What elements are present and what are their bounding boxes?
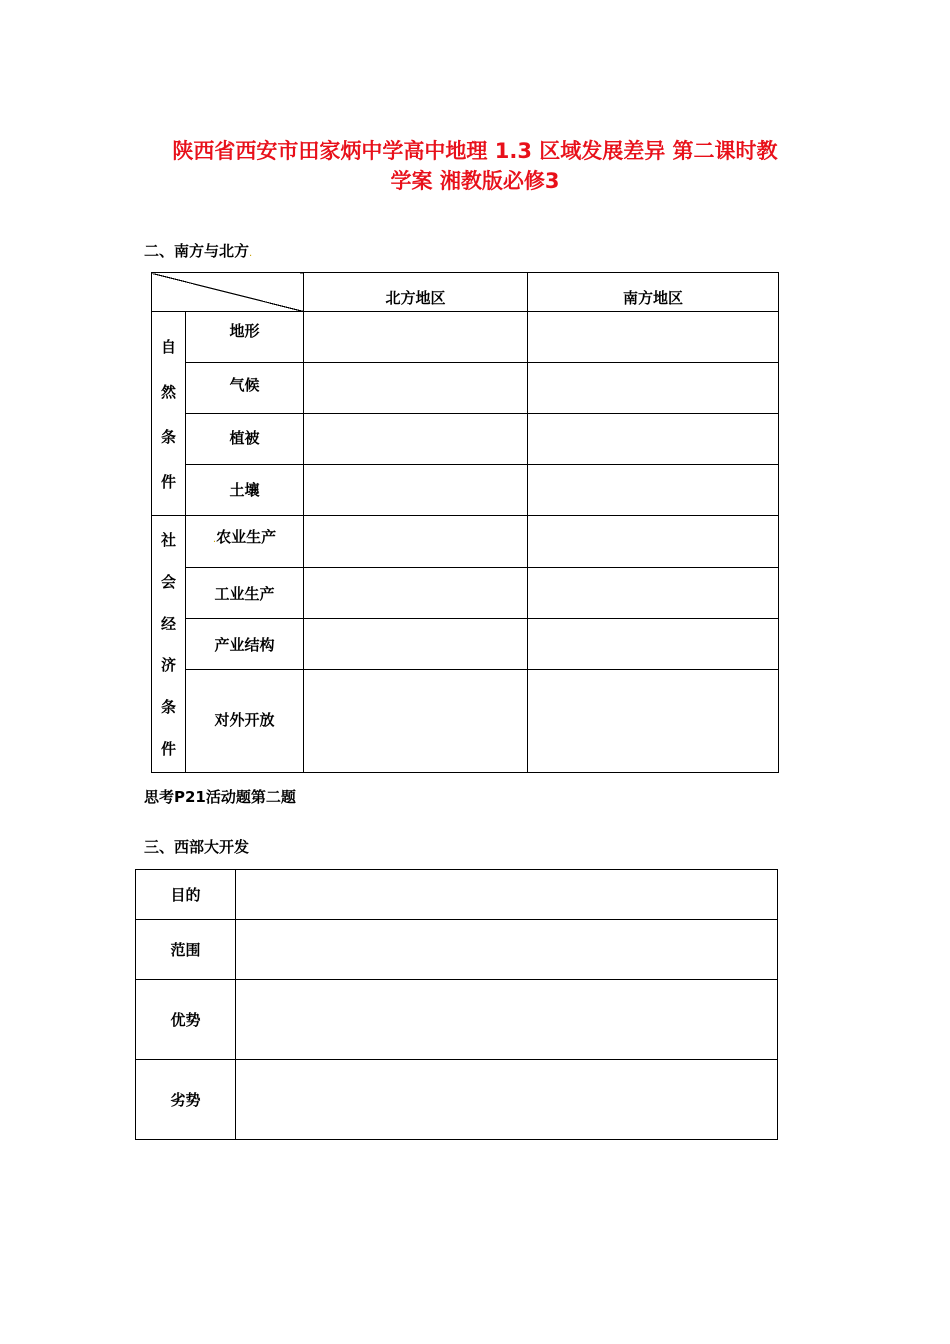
group-char: 自 xyxy=(160,337,176,356)
row-label: 劣势 xyxy=(136,1060,236,1140)
row-label-text: 农业生产 xyxy=(216,528,277,546)
group-char: 济 xyxy=(160,656,176,675)
answer-cell[interactable] xyxy=(304,363,528,414)
row-label: 气候 xyxy=(186,363,304,414)
answer-cell[interactable] xyxy=(304,312,528,363)
row-label: 地形 xyxy=(186,312,304,363)
group-char: 会 xyxy=(160,572,176,591)
western-development-table xyxy=(135,869,778,1140)
row-label: 对外开放 xyxy=(186,670,304,773)
row-label: 产业结构 xyxy=(186,619,304,670)
answer-cell[interactable] xyxy=(236,1060,778,1140)
answer-cell[interactable] xyxy=(304,568,528,619)
group-char: 件 xyxy=(160,739,176,758)
row-label-agriculture xyxy=(186,516,304,568)
dot-mark: . xyxy=(249,248,253,259)
document-title xyxy=(100,136,850,196)
row-label: 目的 xyxy=(136,870,236,920)
section-3-heading: 三、西部大开发 xyxy=(144,838,250,856)
section-2-heading xyxy=(144,240,252,261)
answer-cell[interactable] xyxy=(236,870,778,920)
think-note: 思考P21活动题第二题 xyxy=(144,788,296,806)
column-header-north: 北方地区 xyxy=(304,273,528,312)
title-line-2: 学案 湘教版必修3 xyxy=(390,169,560,193)
group-char: 经 xyxy=(160,614,176,633)
dot-mark: . xyxy=(212,534,217,545)
answer-cell[interactable] xyxy=(528,670,779,773)
section-2-heading-text: 二、南方与北方 xyxy=(144,242,250,260)
answer-cell[interactable] xyxy=(304,516,528,568)
group-char: 条 xyxy=(160,697,176,716)
group-char: 条 xyxy=(160,427,176,446)
answer-cell[interactable] xyxy=(304,670,528,773)
answer-cell[interactable] xyxy=(528,465,779,516)
row-label: 范围 xyxy=(136,920,236,980)
answer-cell[interactable] xyxy=(304,619,528,670)
group-char: 社 xyxy=(160,531,176,550)
north-south-table xyxy=(151,272,779,773)
answer-cell[interactable] xyxy=(236,980,778,1060)
answer-cell[interactable] xyxy=(304,414,528,465)
row-label: 工业生产 xyxy=(186,568,304,619)
group-social-economic-conditions xyxy=(152,516,186,773)
group-char: 然 xyxy=(160,382,176,401)
row-label: 土壤 xyxy=(186,465,304,516)
row-label: 优势 xyxy=(136,980,236,1060)
answer-cell[interactable] xyxy=(236,920,778,980)
answer-cell[interactable] xyxy=(528,414,779,465)
answer-cell[interactable] xyxy=(528,516,779,568)
title-line-1: 陕西省西安市田家炳中学高中地理 1.3 区域发展差异 第二课时教 xyxy=(172,139,778,163)
column-header-south: 南方地区 xyxy=(528,273,779,312)
answer-cell[interactable] xyxy=(528,363,779,414)
diagonal-header-cell xyxy=(152,273,304,312)
answer-cell[interactable] xyxy=(528,568,779,619)
answer-cell[interactable] xyxy=(304,465,528,516)
group-natural-conditions xyxy=(152,312,186,516)
row-label: 植被 xyxy=(186,414,304,465)
answer-cell[interactable] xyxy=(528,312,779,363)
group-char: 件 xyxy=(160,472,176,491)
answer-cell[interactable] xyxy=(528,619,779,670)
